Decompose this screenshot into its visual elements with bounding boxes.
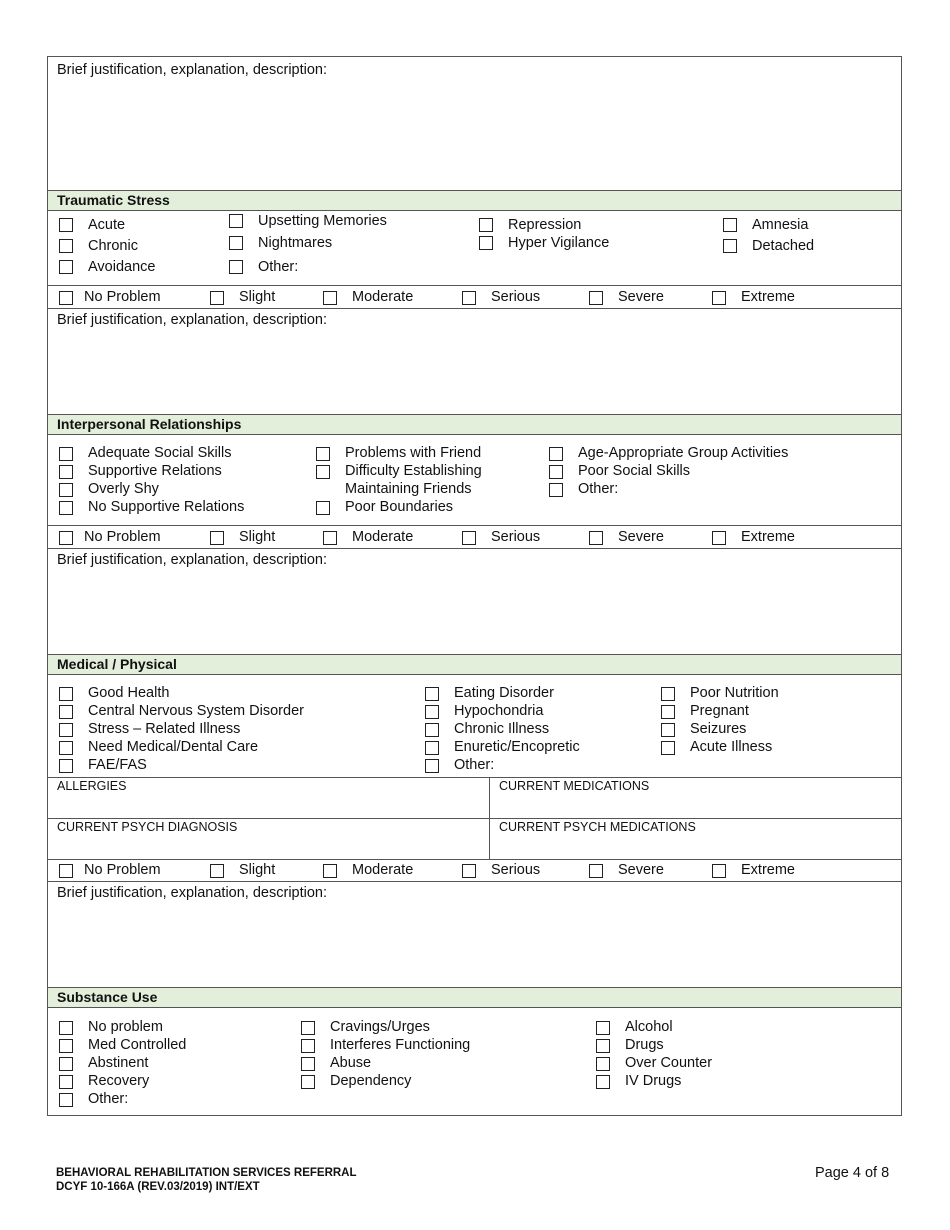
severity-label: Severe — [618, 862, 664, 878]
checkbox-dependency[interactable] — [301, 1075, 315, 1089]
option-label: No Supportive Relations — [88, 499, 245, 515]
option-label: Repression — [508, 217, 582, 233]
option-label: Interferes Functioning — [330, 1037, 471, 1053]
option-label: Dependency — [330, 1073, 412, 1089]
justification-label: Brief justification, explanation, description: — [57, 885, 328, 901]
checkbox-poor-nutrition[interactable] — [661, 687, 675, 701]
option-label: Cravings/Urges — [330, 1019, 430, 1035]
option-label: Detached — [752, 238, 815, 254]
option-label: Alcohol — [625, 1019, 673, 1035]
option-label: Central Nervous System Disorder — [88, 703, 304, 719]
allergies-label: ALLERGIES — [57, 779, 127, 793]
form-code: DCYF 10-166A (REV.03/2019) INT/EXT — [56, 1181, 260, 1193]
checkbox-difficulty-establishing[interactable] — [316, 465, 330, 479]
severity-checkbox-severe[interactable] — [589, 864, 603, 878]
severity-label: No Problem — [84, 862, 161, 878]
option-label: Difficulty Establishing — [345, 463, 482, 479]
checkbox-interferes-functioning[interactable] — [301, 1039, 315, 1053]
severity-label: Slight — [239, 289, 276, 305]
option-label: Supportive Relations — [88, 463, 222, 479]
checkbox-nightmares[interactable] — [229, 236, 243, 250]
severity-label: Serious — [491, 289, 541, 305]
divider — [48, 777, 901, 778]
severity-checkbox-severe[interactable] — [589, 531, 603, 545]
option-label: Avoidance — [88, 259, 156, 275]
option-label: Amnesia — [752, 217, 809, 233]
option-label: Enuretic/Encopretic — [454, 739, 580, 755]
psych-medications-label: CURRENT PSYCH MEDICATIONS — [499, 820, 696, 834]
option-label: FAE/FAS — [88, 757, 147, 773]
option-label: Drugs — [625, 1037, 664, 1053]
option-label: Hyper Vigilance — [508, 235, 610, 251]
severity-checkbox-serious[interactable] — [462, 531, 476, 545]
option-label: Hypochondria — [454, 703, 544, 719]
checkbox-fae-fas[interactable] — [59, 759, 73, 773]
option-label: Acute Illness — [690, 739, 773, 755]
page-number: Page 4 of 8 — [815, 1165, 890, 1181]
checkbox-adequate-social-skills[interactable] — [59, 447, 73, 461]
checkbox-no-supportive-relations[interactable] — [59, 501, 73, 515]
severity-checkbox-slight[interactable] — [210, 531, 224, 545]
option-label: Poor Social Skills — [578, 463, 691, 479]
option-label: Overly Shy — [88, 481, 159, 497]
checkbox-alcohol[interactable] — [596, 1021, 610, 1035]
divider — [48, 525, 901, 526]
divider — [48, 308, 901, 309]
severity-label: Moderate — [352, 289, 414, 305]
checkbox-need-medical-dental[interactable] — [59, 741, 73, 755]
option-label: Over Counter — [625, 1055, 713, 1071]
checkbox-repression[interactable] — [479, 218, 493, 232]
option-label: Maintaining Friends — [345, 481, 472, 497]
severity-label: Extreme — [741, 289, 795, 305]
form-title: BEHAVIORAL REHABILITATION SERVICES REFERRAL — [56, 1167, 357, 1179]
option-label: Nightmares — [258, 235, 333, 251]
option-label: Chronic — [88, 238, 138, 254]
option-label: Poor Nutrition — [690, 685, 779, 701]
checkbox-age-appropriate-group[interactable] — [549, 447, 563, 461]
checkbox-no-problem-substance[interactable] — [59, 1021, 73, 1035]
option-label: Upsetting Memories — [258, 213, 387, 229]
severity-label: Severe — [618, 289, 664, 305]
severity-label: Serious — [491, 529, 541, 545]
checkbox-other-substance[interactable] — [59, 1093, 73, 1107]
justification-area-top[interactable] — [57, 71, 887, 186]
section-header-medical: Medical / Physical — [48, 654, 901, 675]
option-label: No problem — [88, 1019, 163, 1035]
justification-label: Brief justification, explanation, description: — [57, 62, 328, 78]
divider — [48, 881, 901, 882]
divider — [48, 548, 901, 549]
checkbox-iv-drugs[interactable] — [596, 1075, 610, 1089]
option-label: Problems with Friend — [345, 445, 482, 461]
checkbox-amnesia[interactable] — [723, 218, 737, 232]
checkbox-med-controlled[interactable] — [59, 1039, 73, 1053]
checkbox-hypochondria[interactable] — [425, 705, 439, 719]
severity-checkbox-extreme[interactable] — [712, 291, 726, 305]
checkbox-poor-social-skills[interactable] — [549, 465, 563, 479]
option-label: Good Health — [88, 685, 170, 701]
checkbox-other-medical[interactable] — [425, 759, 439, 773]
psych-diagnosis-label: CURRENT PSYCH DIAGNOSIS — [57, 820, 238, 834]
severity-label: No Problem — [84, 529, 161, 545]
option-label: Stress – Related Illness — [88, 721, 241, 737]
checkbox-seizures[interactable] — [661, 723, 675, 737]
option-label: IV Drugs — [625, 1073, 682, 1089]
checkbox-detached[interactable] — [723, 239, 737, 253]
section-header-interpersonal: Interpersonal Relationships — [48, 414, 901, 435]
option-label: Abstinent — [88, 1055, 149, 1071]
option-label: Recovery — [88, 1073, 150, 1089]
severity-label: Moderate — [352, 862, 414, 878]
checkbox-chronic-illness[interactable] — [425, 723, 439, 737]
checkbox-problems-with-friend[interactable] — [316, 447, 330, 461]
severity-checkbox-no-problem[interactable] — [59, 291, 73, 305]
checkbox-pregnant[interactable] — [661, 705, 675, 719]
checkbox-drugs[interactable] — [596, 1039, 610, 1053]
checkbox-poor-boundaries[interactable] — [316, 501, 330, 515]
checkbox-upsetting-memories[interactable] — [229, 214, 243, 228]
checkbox-abstinent[interactable] — [59, 1057, 73, 1071]
divider — [48, 859, 901, 860]
option-label: Other: — [454, 757, 495, 773]
option-label: Eating Disorder — [454, 685, 554, 701]
severity-checkbox-moderate[interactable] — [323, 864, 337, 878]
checkbox-hyper-vigilance[interactable] — [479, 236, 493, 250]
divider — [48, 285, 901, 286]
severity-checkbox-serious[interactable] — [462, 291, 476, 305]
severity-checkbox-extreme[interactable] — [712, 531, 726, 545]
option-label: Acute — [88, 217, 126, 233]
section-header-traumatic-stress: Traumatic Stress — [48, 190, 901, 211]
option-label: Poor Boundaries — [345, 499, 454, 515]
checkbox-abuse[interactable] — [301, 1057, 315, 1071]
option-label: Abuse — [330, 1055, 372, 1071]
checkbox-overly-shy[interactable] — [59, 483, 73, 497]
checkbox-chronic[interactable] — [59, 239, 73, 253]
severity-checkbox-slight[interactable] — [210, 291, 224, 305]
option-label: Other: — [88, 1091, 129, 1107]
checkbox-acute-illness[interactable] — [661, 741, 675, 755]
severity-checkbox-no-problem[interactable] — [59, 531, 73, 545]
checkbox-good-health[interactable] — [59, 687, 73, 701]
severity-label: Moderate — [352, 529, 414, 545]
checkbox-stress-related-illness[interactable] — [59, 723, 73, 737]
severity-label: Slight — [239, 529, 276, 545]
severity-label: Extreme — [741, 862, 795, 878]
severity-label: Extreme — [741, 529, 795, 545]
severity-checkbox-extreme[interactable] — [712, 864, 726, 878]
option-label: Age-Appropriate Group Activities — [578, 445, 789, 461]
form-footer — [56, 1166, 357, 1194]
checkbox-other-trauma[interactable] — [229, 260, 243, 274]
option-label: Other: — [258, 259, 299, 275]
checkbox-other-interpersonal[interactable] — [549, 483, 563, 497]
checkbox-eating-disorder[interactable] — [425, 687, 439, 701]
checkbox-cravings-urges[interactable] — [301, 1021, 315, 1035]
option-label: Pregnant — [690, 703, 749, 719]
severity-label: No Problem — [84, 289, 161, 305]
severity-checkbox-severe[interactable] — [589, 291, 603, 305]
severity-checkbox-slight[interactable] — [210, 864, 224, 878]
checkbox-cns-disorder[interactable] — [59, 705, 73, 719]
option-label: Seizures — [690, 721, 747, 737]
checkbox-over-counter[interactable] — [596, 1057, 610, 1071]
severity-label: Severe — [618, 529, 664, 545]
severity-label: Slight — [239, 862, 276, 878]
form-frame — [47, 56, 902, 1116]
severity-checkbox-moderate[interactable] — [323, 291, 337, 305]
checkbox-avoidance[interactable] — [59, 260, 73, 274]
severity-checkbox-no-problem[interactable] — [59, 864, 73, 878]
checkbox-acute[interactable] — [59, 218, 73, 232]
section-header-substance: Substance Use — [48, 987, 901, 1008]
severity-checkbox-moderate[interactable] — [323, 531, 337, 545]
severity-label: Serious — [491, 862, 541, 878]
option-label: Other: — [578, 481, 619, 497]
checkbox-enuretic-encopretic[interactable] — [425, 741, 439, 755]
justification-label: Brief justification, explanation, description: — [57, 312, 328, 328]
justification-label: Brief justification, explanation, description: — [57, 552, 328, 568]
option-label: Chronic Illness — [454, 721, 550, 737]
current-medications-label: CURRENT MEDICATIONS — [499, 779, 650, 793]
option-label: Adequate Social Skills — [88, 445, 232, 461]
option-label: Med Controlled — [88, 1037, 187, 1053]
option-label: Need Medical/Dental Care — [88, 739, 259, 755]
severity-checkbox-serious[interactable] — [462, 864, 476, 878]
checkbox-supportive-relations[interactable] — [59, 465, 73, 479]
checkbox-recovery[interactable] — [59, 1075, 73, 1089]
